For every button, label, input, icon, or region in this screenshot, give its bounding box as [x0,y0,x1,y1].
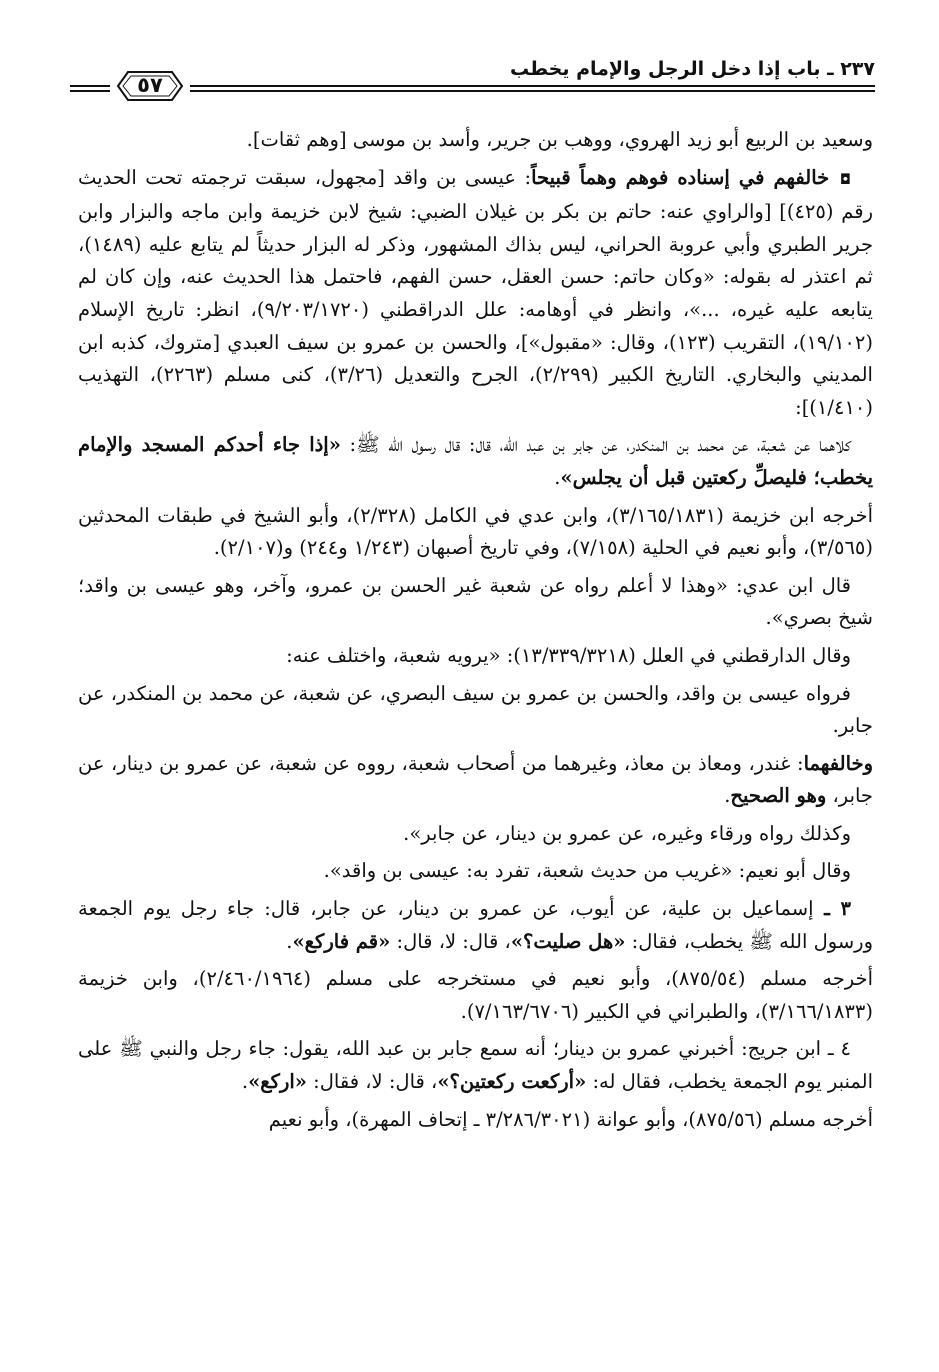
text-run: . [554,465,561,489]
text-run: أخرجه مسلم (٨٧٥/٥٤)، وأبو نعيم في مستخرجه على مسلم (٢/٤٦٠/١٩٦٤)، وابن خزيمة (٣/١٦٦/١٨٣٣)، والطبراني في الكبير (٧/١٦٣/٦٧٠٦). [78,967,873,1023]
bullet-icon: ◘ [833,171,851,188]
paragraph [78,893,873,958]
text-run: إسماعيل بن علية، عن أيوب، عن عمرو بن دينار، عن جابر، قال: جاء رجل يوم الجمعة ورسول الله ﷺ يخطب، فقال: [78,897,873,953]
bold-text: «إذا جاء أحدكم المسجد والإمام يخطب؛ فليصلِّ ركعتين قبل أن يجلس» [78,433,873,489]
paragraph [78,570,873,635]
paragraph [78,748,873,813]
running-header [70,50,875,106]
text-run: أخرجه ابن خزيمة (٣/١٦٥/١٨٣١)، وابن عدي في الكامل (٢/٣٢٨)، وأبو الشيخ في طبقات المحدثين (٣/٥٦٥)، وأبو نعيم في الحلية (٧/١٥٨)، وفي تاريخ أصبهان (١/٢٤٣ و٢٤٤) و(٢/١٠٧). [78,503,873,560]
text-run: . [724,784,731,808]
paragraph [78,678,873,743]
paragraph [78,500,873,565]
text-run: فرواه عيسى بن واقد، والحسن بن عمرو بن سيف البصري، عن شعبة، عن محمد بن المنكدر، عن جابر. [78,681,873,738]
bold-text: «أركعت ركعتين؟» [437,1070,587,1094]
bold-text: وهو الصحيح [730,784,827,808]
text-run: قال ابن عدي: «وهذا لا أعلم رواه عن شعبة غير الحسن بن عمرو، وآخر، وهو عيسى بن واقد؛ شيخ بصري». [78,573,873,630]
text-run: . [241,1070,249,1094]
text-run: . [286,929,293,953]
header-rule [70,85,110,87]
bold-text: خالفهم في إسناده فوهم وهماً قبيحاً [531,165,830,189]
text-run: ٤ ـ ابن جريج: أخبرني عمرو بن دينار؛ أنه سمع جابر بن عبد الله، يقول: جاء رجل والنبي ﷺ على المنبر يوم الجمعة يخطب، فقال له: [78,1037,873,1094]
bold-text: «هل صليت؟» [510,929,626,953]
text-run: كلاهما عن شعبة، عن محمد بن المنكدر، عن جابر بن عبد الله، قال: قال رسول الله ﷺ: [340,433,851,457]
text-run: وكذلك رواه ورقاء وغيره، عن عمرو بن دينار، عن جابر». [403,821,851,845]
text-run: وقال أبو نعيم: «غريب من حديث شعبة، تفرد به: عيسى بن واقد». [323,859,851,883]
chapter-title: ٢٣٧ ـ باب إذا دخل الرجل والإمام يخطب [510,58,875,80]
paragraph [78,855,873,888]
paragraph [78,818,873,851]
text-run: ، قال: لا، قال: [390,929,511,953]
text-run: : عيسى بن واقد [مجهول، سبقت ترجمته تحت الحديث رقم (٤٢٥)] [والراوي عنه: حاتم بن بكر بن غيلان الضبي: شيخ لابن خزيمة وابن ماجه والبزار وابن جرير الطبري وأبي عروبة الحراني، ليس بذاك المشهور، وذكر له البزار حديثاً لم يتابع عليه (١٤٨٩)، ثم اعتذر له بقوله: «وكان حاتم: حسن العقل، حسن الفهم، فاحتمل هذا الحديث عنه، وإن كان لم يتابعه عليه غيره، ...»، وانظر في أوهامه: علل الدراقطني (٩/٢٠٣/١٧٢٠)، انظر: تاريخ الإسلام (١٩/١٠٢)، التقريب (١٢٣)، وقال: «مقبول»]، والحسن بن عمرو بن سيف العبدي [متروك، كذبه ابن المديني والبخاري. التاريخ الكبير (٢/٢٩٩)، الجرح والتعديل (٣/٢٦)، كنى مسلم (٢٢٦٣)، التهذيب (١/٤١٠)]: [78,165,873,419]
text-run: ، قال: لا، فقال: [306,1070,438,1094]
bold-text: ٣ ـ [813,897,852,921]
paragraph [78,640,873,673]
text-run: : غندر، ومعاذ بن معاذ، وغيرهما من أصحاب شعبة، رووه عن شعبة، عن عمرو بن دينار، عن جابر، [78,751,873,808]
page-number-badge [110,66,190,106]
bold-text: «قم فاركع» [292,929,391,953]
bold-text: وخالفهما [803,751,873,775]
page-body [78,124,873,1141]
text-run: وقال الدارقطني في العلل (١٣/٣٣٩/٣٢١٨): «يرويه شعبة، واختلف عنه: [286,643,851,667]
text-run: وسعيد بن الربيع أبو زيد الهروي، ووهب بن جرير، وأسد بن موسى [وهم ثقات]. [246,128,873,151]
paragraph [78,963,873,1028]
header-rule [70,90,110,92]
paragraph [78,124,873,157]
paragraph [78,1104,873,1137]
text-run: أخرجه مسلم (٨٧٥/٥٦)، وأبو عوانة (٣/٢٨٦/٣٠٢١ ـ إتحاف المهرة)، وأبو نعيم [268,1107,873,1131]
page-number: ٥٧ [137,73,163,97]
paragraph [78,1033,873,1098]
bold-text: «اركع» [248,1070,307,1094]
header-rule [190,90,875,92]
header-rule [190,85,875,87]
paragraph [78,162,873,425]
paragraph [78,429,873,494]
